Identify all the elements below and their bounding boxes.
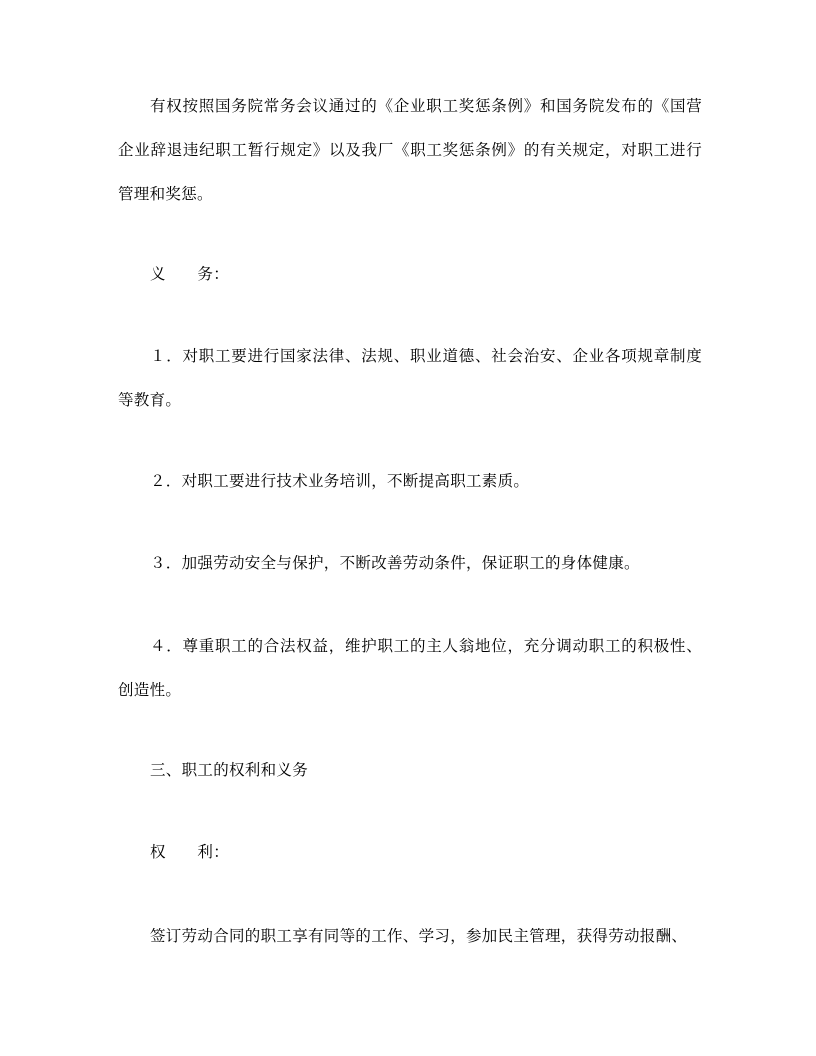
obligation-item-2: ２．对职工要进行技术业务培训，不断提高职工素质。 xyxy=(150,472,530,490)
obligation-item-3: ３．加强劳动安全与保护，不断改善劳动条件，保证职工的身体健康。 xyxy=(150,554,640,572)
obligation-item-4: ４．尊重职工的合法权益，维护职工的主人翁地位，充分调动职工的积极性、创造性。 xyxy=(118,637,702,699)
paragraph-employer-rights: 有权按照国务院常务会议通过的《企业职工奖惩条例》和国务院发布的《国营企业辞退违纪职工暂行规定》以及我厂《职工奖惩条例》的有关规定，对职工进行管理和奖惩。 xyxy=(118,97,702,203)
heading-rights: 权 利： xyxy=(150,843,230,861)
heading-obligations: 义 务： xyxy=(150,265,230,283)
obligation-item-1: １．对职工要进行国家法律、法规、职业道德、社会治安、企业各项规章制度等教育。 xyxy=(118,347,702,409)
section-heading-employee-rights: 三、职工的权利和义务 xyxy=(150,761,309,779)
paragraph-rights-intro: 签订劳动合同的职工享有同等的工作、学习，参加民主管理，获得劳动报酬、 xyxy=(150,927,688,945)
